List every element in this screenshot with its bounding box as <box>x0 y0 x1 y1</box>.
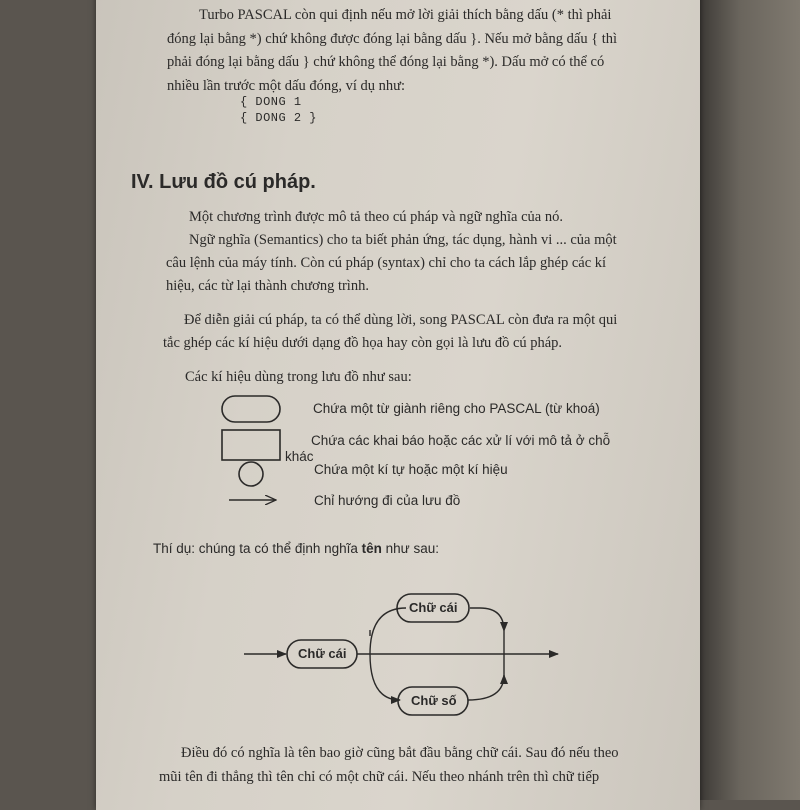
top-loop-left <box>370 608 406 654</box>
paragraph-line: Điều đó có nghĩa là tên bao giờ cũng bắt đầu bằng chữ cái. Sau đó nếu theo <box>181 745 619 761</box>
code-line: { DONG 1 <box>240 95 302 109</box>
rounded-rect-symbol <box>222 396 280 422</box>
paragraph-line: mũi tên đi thẳng thì tên chỉ có một chữ cái. Nếu theo nhánh trên thì chữ tiếp <box>159 769 600 785</box>
bottom-loop-left <box>370 654 400 700</box>
bottom-box-label: Chữ số <box>411 693 457 708</box>
legend-rect-text-cont: khác <box>285 449 314 464</box>
syntax-diagram <box>244 594 558 715</box>
legend-circle-text: Chứa một kí tự hoặc một kí hiệu <box>314 462 508 477</box>
paragraph-line: đóng lại bằng *) chứ không được đóng lại bằng dấu }. Nếu mở bằng dấu { thì <box>167 31 618 47</box>
paragraph-line: tắc ghép các kí hiệu dưới dạng đồ họa hay còn gọi là lưu đồ cú pháp. <box>163 335 563 351</box>
paragraph-line: phải đóng lại bằng dấu } chứ không thể đóng lại bằng *). Dấu mở có thể có <box>167 54 605 70</box>
example-term: tên <box>361 541 382 556</box>
code-line: { DONG 2 } <box>240 111 318 125</box>
start-box-label: Chữ cái <box>298 646 347 661</box>
top-box-label: Chữ cái <box>409 600 458 615</box>
legend-arrow-text: Chỉ hướng đi của lưu đồ <box>314 493 461 508</box>
example-suffix: như sau: <box>381 541 439 556</box>
paragraph-line: Một chương trình được mô tả theo cú pháp và ngữ nghĩa của nó. <box>189 209 563 225</box>
paragraph-line: Turbo PASCAL còn qui định nếu mở lời giải thích bằng dấu (* thì phải <box>199 7 612 23</box>
legend-rect-text: Chứa các khai báo hoặc các xử lí với mô tả ở chỗ <box>311 433 611 448</box>
paragraph-line: nhiều lần trước một dấu đóng, ví dụ như: <box>167 78 406 94</box>
paragraph-line: Để diễn giải cú pháp, ta có thể dùng lời, song PASCAL còn đưa ra một qui <box>184 312 618 328</box>
paragraph-line: Ngữ nghĩa (Semantics) cho ta biết phản ứng, tác dụng, hành vi ... của một <box>189 232 617 248</box>
top-loop-right <box>470 608 504 631</box>
legend-intro: Các kí hiệu dùng trong lưu đồ như sau: <box>185 369 412 385</box>
paragraph-line: hiệu, các từ lại thành chương trình. <box>166 278 369 294</box>
bottom-loop-right <box>468 675 504 700</box>
circle-symbol <box>239 462 263 486</box>
legend-rounded-text: Chứa một từ giành riêng cho PASCAL (từ khoá) <box>313 401 600 416</box>
rect-symbol <box>222 430 280 460</box>
example-prefix: Thí dụ: chúng ta có thể định nghĩa <box>153 541 362 556</box>
paragraph-line: câu lệnh của máy tính. Còn cú pháp (syntax) chỉ cho ta cách lắp ghép các kí <box>166 255 607 271</box>
section-heading: IV. Lưu đồ cú pháp. <box>131 171 316 193</box>
